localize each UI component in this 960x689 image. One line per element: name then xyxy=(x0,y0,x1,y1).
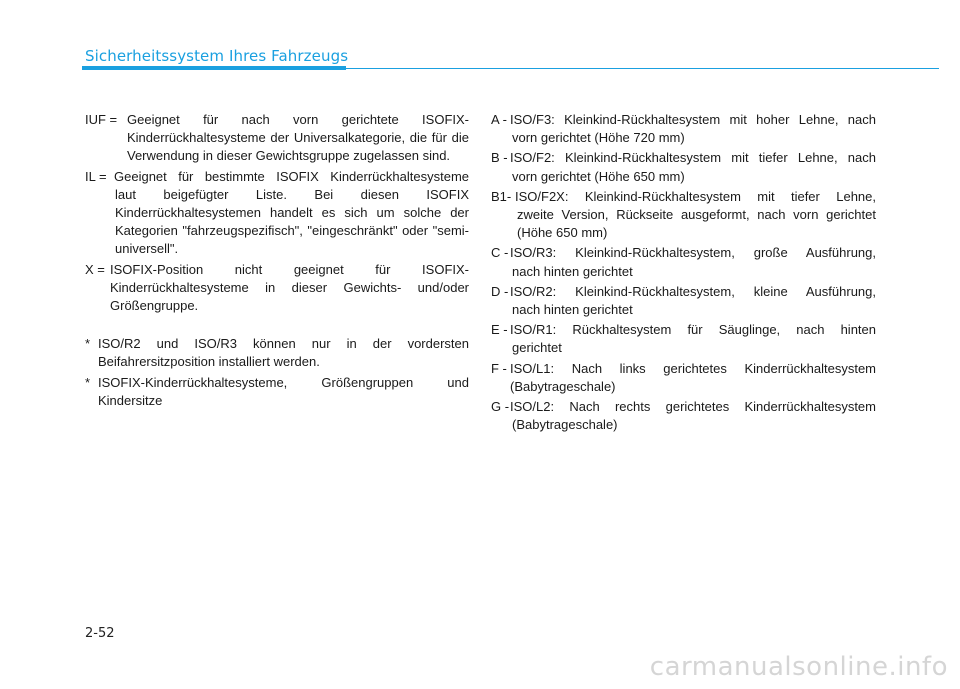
size-class-text: (Babytrageschale) xyxy=(510,378,616,394)
size-class-text: nach hinten gerichtet xyxy=(512,263,633,279)
definition-x xyxy=(85,261,469,316)
definition-iuf xyxy=(85,111,469,166)
size-class-text-first-line: ISO/L2: Nach rechts gerichtetes Kinderrückhaltesystem xyxy=(510,399,876,415)
right-column xyxy=(491,111,876,436)
section-title-underline xyxy=(82,66,346,70)
size-class-d xyxy=(491,283,876,319)
size-class-key: E - xyxy=(491,322,508,338)
size-class-text: gerichtet xyxy=(512,340,562,356)
definition-text-first-line: Geeignet für bestimmte ISOFIX Kinderrückhaltesysteme xyxy=(114,168,469,184)
size-class-text: (Babytrageschale) xyxy=(512,417,618,433)
size-class-text: vorn gerichtet (Höhe 650 mm) xyxy=(512,168,685,184)
definition-text: Kinderrückhaltesysteme in dieser Gewichts- und/oder Größengruppe. xyxy=(110,279,469,314)
size-class-b1 xyxy=(491,188,876,243)
size-class-key: F - xyxy=(491,360,507,376)
footnote-iso-r2-r3 xyxy=(85,335,469,371)
section-title: Sicherheitssystem Ihres Fahrzeugs xyxy=(85,47,349,65)
size-class-text-first-line: ISO/F2X: Kleinkind-Rückhaltesystem mit tiefer Lehne, xyxy=(515,188,876,204)
size-class-c xyxy=(491,244,876,280)
size-class-key: B1- xyxy=(491,188,512,204)
size-class-key: G - xyxy=(491,399,510,415)
size-class-text-first-line: ISO/R2: Kleinkind-Rückhaltesystem, kleine Ausführung, xyxy=(510,283,876,299)
size-class-text-first-line: ISO/R3: Kleinkind-Rückhaltesystem, große Ausführung, xyxy=(510,245,876,261)
page-number: 2-52 xyxy=(85,626,115,641)
size-class-a xyxy=(491,111,876,147)
definition-il xyxy=(85,168,469,259)
size-class-text: nach hinten gerichtet xyxy=(512,302,633,318)
footnote-asterisk: * xyxy=(85,374,91,390)
definition-key: X = xyxy=(85,261,105,277)
definition-text-first-line: Geeignet für nach vorn gerichtete ISOFIX- xyxy=(127,112,469,127)
footnote-isofix-groups xyxy=(85,374,469,410)
size-class-key: B - xyxy=(491,150,508,166)
header-rule xyxy=(346,68,939,69)
definition-text: Kinderrückhaltesysteme der Universalkategorie, die für die Verwendung in dieser Gewichtsgruppe zugelassen sind. xyxy=(127,130,469,164)
left-column xyxy=(85,111,469,412)
definition-text-first-line: ISOFIX-Position nicht geeignet für ISOFIX- xyxy=(110,261,469,277)
size-class-text-first-line: ISO/L1: Nach links gerichtetes Kinderrückhaltesystem xyxy=(510,360,876,376)
size-class-g xyxy=(491,398,876,434)
size-class-e xyxy=(491,321,876,357)
size-class-b xyxy=(491,149,876,185)
size-class-key: A - xyxy=(491,112,507,127)
watermark: carmanualsonline.info xyxy=(649,652,948,682)
size-class-text-first-line: ISO/F2: Kleinkind-Rückhaltesystem mit tiefer Lehne, nach xyxy=(510,150,876,166)
definition-text: laut beigefügter Liste. Bei diesen ISOFIX Kinderrückhaltesystemen handelt es sich um solche der Kategorien "fahrzeugspezifisch", "eingeschränkt" oder "semi-universell". xyxy=(115,186,469,257)
size-class-text: vorn gerichtet (Höhe 720 mm) xyxy=(512,130,685,146)
footnote-text: ISO/R2 und ISO/R3 können nur in der vordersten Beifahrersitzposition installiert werden. xyxy=(98,336,469,370)
footnote-text: ISOFIX-Kinderrückhaltesysteme, Größengruppen und Kindersitze xyxy=(98,374,469,408)
footnote-asterisk: * xyxy=(85,336,91,352)
size-class-text: zweite Version, Rückseite ausgeformt, nach vorn gerichtet (Höhe 650 mm) xyxy=(517,207,876,241)
size-class-f xyxy=(491,360,876,396)
size-class-key: D - xyxy=(491,283,509,299)
size-class-text-first-line: ISO/F3: Kleinkind-Rückhaltesystem mit hoher Lehne, nach xyxy=(510,112,876,127)
size-class-text-first-line: ISO/R1: Rückhaltesystem für Säuglinge, nach hinten xyxy=(510,322,876,338)
definition-key: IL = xyxy=(85,168,107,184)
definition-key: IUF = xyxy=(85,112,118,127)
size-class-key: C - xyxy=(491,245,509,261)
